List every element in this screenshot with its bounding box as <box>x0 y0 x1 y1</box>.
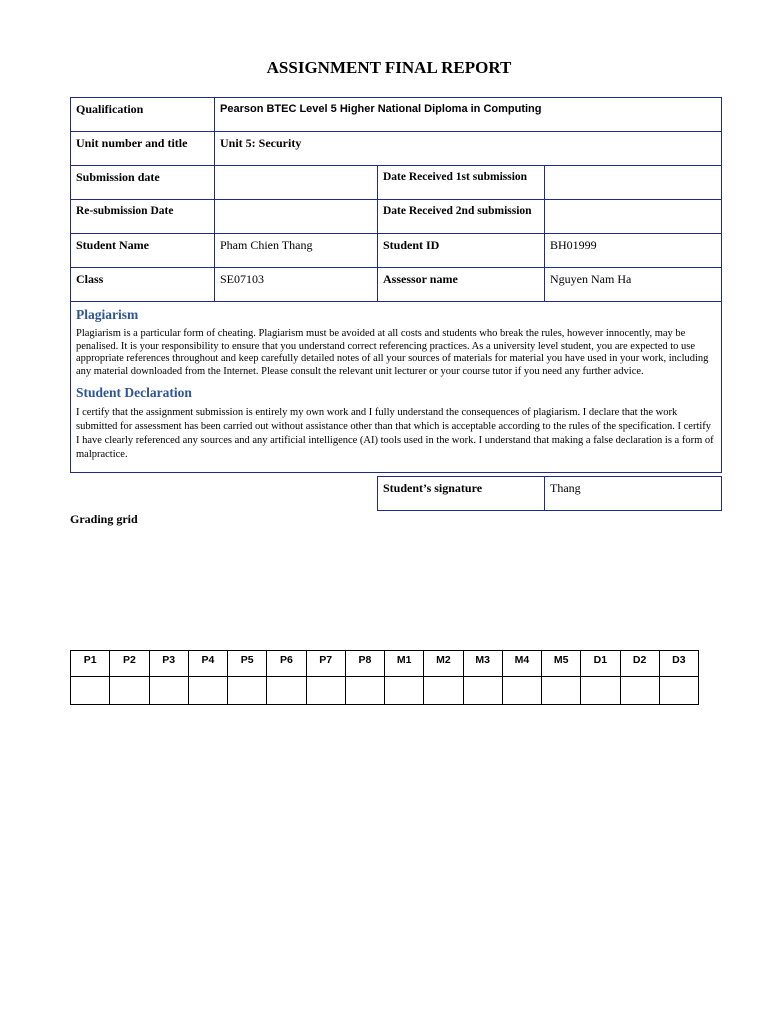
grade-cell-p7[interactable] <box>306 677 345 705</box>
qualification-value: Pearson BTEC Level 5 Higher National Diploma in Computing <box>215 98 722 132</box>
student-id-label: Student ID <box>378 234 545 268</box>
student-declaration-heading: Student Declaration <box>76 385 192 400</box>
grading-grid-table <box>70 650 699 705</box>
class-label: Class <box>71 268 215 302</box>
resubmission-date-value[interactable] <box>215 200 378 234</box>
grade-cell-m1[interactable] <box>385 677 424 705</box>
assessor-label: Assessor name <box>378 268 545 302</box>
grade-header-m3: M3 <box>463 651 502 677</box>
grade-header-p6: P6 <box>267 651 306 677</box>
submission-date-value[interactable] <box>215 166 378 200</box>
grade-header-m5: M5 <box>542 651 581 677</box>
page-title: ASSIGNMENT FINAL REPORT <box>266 58 512 77</box>
class-value[interactable]: SE07103 <box>215 268 378 302</box>
student-declaration-text: I certify that the assignment submission is entirely my own work and I fully understand the consequences of plagiarism. I declare that the work submitted for assessment has been carried out without assistance other than that which is acceptable according to the rules of the specification. I certify I have clearly referenced any sources and any artificial intelligence (AI) tools used in the work. I understand that making a false declaration is a form of malpractice. <box>76 407 714 460</box>
grade-header-m2: M2 <box>424 651 463 677</box>
grade-cell-p6[interactable] <box>267 677 306 705</box>
grade-header-p4: P4 <box>188 651 227 677</box>
submission-date-label: Submission date <box>71 166 215 200</box>
grade-cell-p1[interactable] <box>71 677 110 705</box>
student-name-value[interactable]: Pham Chien Thang <box>215 234 378 268</box>
grade-cell-p5[interactable] <box>228 677 267 705</box>
date-received-1-value[interactable] <box>545 166 722 200</box>
grade-header-p2: P2 <box>110 651 149 677</box>
grade-header-d1: D1 <box>581 651 620 677</box>
grade-cell-p3[interactable] <box>149 677 188 705</box>
assignment-info-table <box>70 97 722 473</box>
grade-header-p8: P8 <box>345 651 384 677</box>
grade-header-p3: P3 <box>149 651 188 677</box>
unit-value: Unit 5: Security <box>215 132 722 166</box>
date-received-1-label: Date Received 1st submission <box>378 166 545 200</box>
resubmission-date-label: Re-submission Date <box>71 200 215 234</box>
qualification-label: Qualification <box>71 98 215 132</box>
grade-cell-p2[interactable] <box>110 677 149 705</box>
grade-cell-m4[interactable] <box>502 677 541 705</box>
grade-header-m1: M1 <box>385 651 424 677</box>
signature-value[interactable]: Thang <box>545 477 722 511</box>
signature-label: Student’s signature <box>378 477 545 511</box>
unit-label: Unit number and title <box>71 132 215 166</box>
student-id-value[interactable]: BH01999 <box>545 234 722 268</box>
date-received-2-label: Date Received 2nd submission <box>378 200 545 234</box>
grade-cell-d2[interactable] <box>620 677 659 705</box>
plagiarism-text: Plagiarism is a particular form of cheating. Plagiarism must be avoided at all costs and students who break the rules, however innocently, may be penalised. It is your responsibility to ensure that you understand correct referencing practices. As a university level student, you are expected to use appropriate references throughout and keep carefully detailed notes of all your sources of materials for material you have used in your work, including any material downloaded from the Internet. Please consult the relevant unit lecturer or your course tutor if you need any further advice. <box>76 328 709 377</box>
date-received-2-value[interactable] <box>545 200 722 234</box>
grade-cell-p8[interactable] <box>345 677 384 705</box>
grade-header-p1: P1 <box>71 651 110 677</box>
plagiarism-heading: Plagiarism <box>76 307 139 322</box>
grade-cell-d1[interactable] <box>581 677 620 705</box>
grade-header-m4: M4 <box>502 651 541 677</box>
grade-header-d3: D3 <box>659 651 698 677</box>
declaration-section <box>71 302 722 473</box>
grade-header-p7: P7 <box>306 651 345 677</box>
grade-header-d2: D2 <box>620 651 659 677</box>
grade-cell-d3[interactable] <box>659 677 698 705</box>
grade-cell-p4[interactable] <box>188 677 227 705</box>
grading-grid-label: Grading grid <box>70 512 138 526</box>
student-name-label: Student Name <box>71 234 215 268</box>
signature-table <box>377 476 722 511</box>
grade-cell-m5[interactable] <box>542 677 581 705</box>
grade-cell-m2[interactable] <box>424 677 463 705</box>
grade-header-p5: P5 <box>228 651 267 677</box>
assessor-value[interactable]: Nguyen Nam Ha <box>545 268 722 302</box>
grade-cell-m3[interactable] <box>463 677 502 705</box>
